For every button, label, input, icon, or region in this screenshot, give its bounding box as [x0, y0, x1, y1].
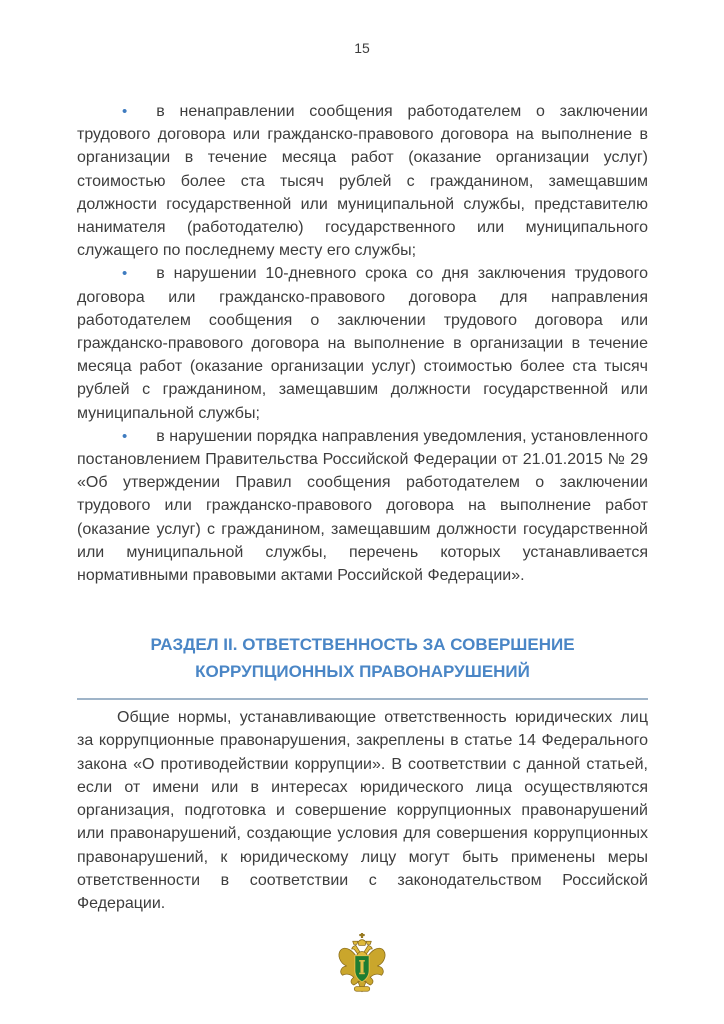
- bullet-item-3-text: в нарушении порядка направления уведомления, установленного постановлением Правительства Российской Федерации от 21.01.2015 № 29 «Об утверждении Правил сообщения работодателем о заключении трудового или гражданско-правового договора на выполнение работ (оказание услуг) с гражданином, замещавшим должности государственной или муниципальной службы, перечень которых устанавливается нормативными правовыми актами Российской Федерации».: [77, 427, 648, 585]
- bullet-item-3: [77, 425, 648, 587]
- bullet-marker-icon: •: [122, 103, 128, 120]
- section-heading-line1: РАЗДЕЛ II. ОТВЕТСТВЕННОСТЬ ЗА СОВЕРШЕНИЕ: [150, 635, 575, 654]
- footer-emblem: [0, 933, 724, 1001]
- bullet-item-2: [77, 262, 648, 424]
- section-divider: [77, 698, 648, 700]
- prosecutor-double-headed-eagle-icon: [335, 933, 389, 1001]
- bullet-list: [77, 100, 648, 587]
- page-number: 15: [354, 40, 370, 56]
- bullet-marker-icon: •: [122, 265, 128, 283]
- bullet-item-2-text: в нарушении 10-дневного срока со дня заключения трудового договора или гражданско-правового договора для направления работодателем сообщения о заключении трудового договора или гражданско-правового договора на выполнение в организации в течение месяца работ (оказание организации услуг) стоимостью более ста тысяч рублей с гражданином, замещавшим должности государственной или муниципальной службы;: [77, 265, 648, 422]
- body-paragraph: Общие нормы, устанавливающие ответственность юридических лиц за коррупционные правонарушения, закреплены в статье 14 Федерального закона «О противодействии коррупции». В соответствии с данной статьей, если от имени или в интересах юридического лица осуществляются организация, подготовка и совершение коррупционных правонарушений или правонарушений, создающие условия для совершения коррупционных правонарушений, к юридическому лицу могут быть применены меры ответственности в соответствии с законодательством Российской Федерации.: [77, 709, 648, 913]
- section-heading: [77, 631, 648, 685]
- bullet-marker-icon: •: [122, 427, 128, 445]
- bullet-item-1-text: в ненаправлении сообщения работодателем о заключении трудового договора или гражданско-правового договора на выполнение в организации в течение месяца работ (оказание организации услуг) стоимостью более ста тысяч рублей с гражданином, замещавшим должности государственной или муниципальной службы, представителю нанимателя (работодателю) государственного или муниципального служащего по последнему месту его службы;: [77, 103, 648, 260]
- bullet-item-1: [77, 100, 648, 262]
- section-heading-line2: КОРРУПЦИОННЫХ ПРАВОНАРУШЕНИЙ: [195, 662, 530, 681]
